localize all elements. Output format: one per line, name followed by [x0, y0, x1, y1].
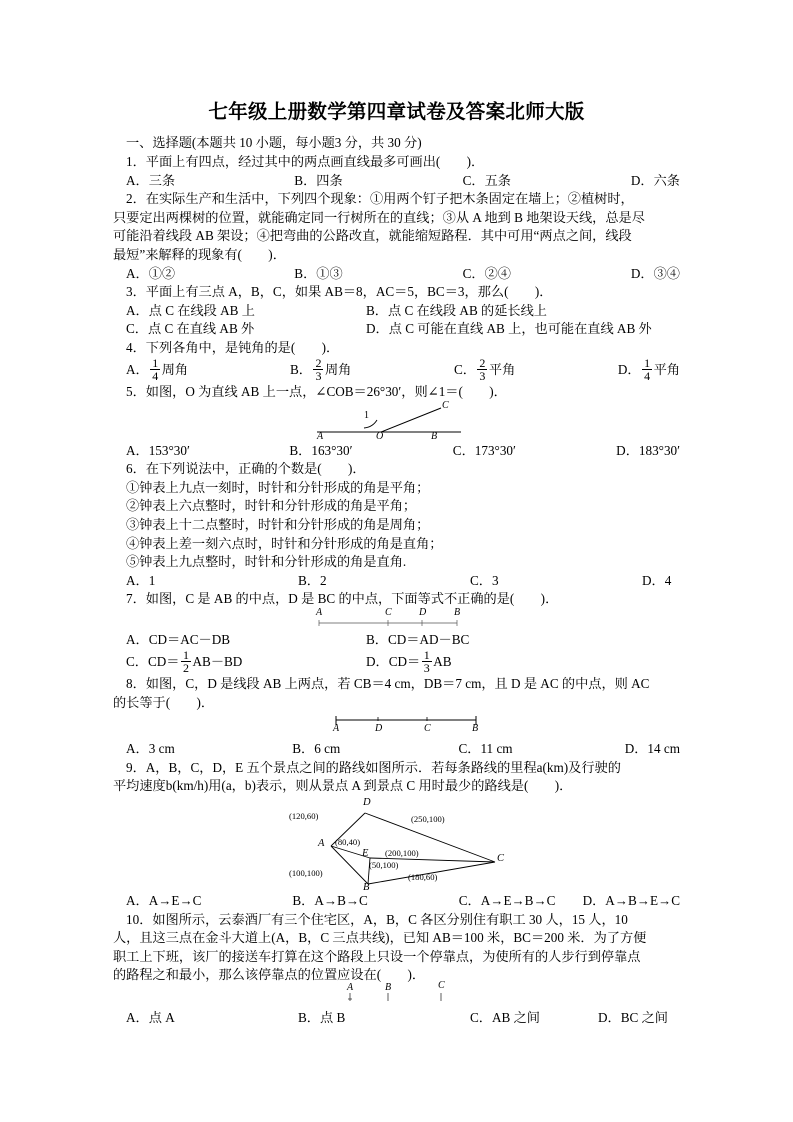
question-8-options — [113, 740, 680, 759]
option-4-c-suffix: 平角 — [488, 361, 516, 377]
question-5-figure — [309, 399, 484, 442]
option-6-a[interactable]: A．1 — [126, 572, 156, 588]
question-9-figure — [273, 796, 523, 892]
option-5-b[interactable]: B．163°30′ — [289, 442, 353, 458]
option-7-d-suffix: AB — [433, 653, 452, 669]
question-3-options-row2 — [113, 320, 680, 339]
option-4-b-prefix: B． — [289, 361, 312, 377]
option-10-b[interactable]: B．点 B — [298, 1009, 346, 1025]
figure-9-node-d: D — [363, 796, 371, 808]
question-8-text-line1: 8．如图，C，D 是线段 AB 上两点，若 CB＝4 cm，DB＝7 cm，且 D 是 AC 的中点，则 AC — [126, 675, 650, 691]
option-6-b[interactable]: B．2 — [298, 572, 327, 588]
page-title: 七年级上册数学第四章试卷及答案北师大版 — [208, 102, 585, 123]
option-7-c[interactable] — [126, 650, 366, 675]
option-2-a[interactable]: A．①② — [126, 265, 176, 281]
option-1-a[interactable]: A．三条 — [126, 172, 176, 188]
question-9-options — [113, 892, 680, 911]
option-4-d-fraction: $\frac{1}{4}$ — [644, 356, 651, 384]
figure-9-edge-eb-label: (50,100) — [369, 859, 399, 870]
question-7-figure — [309, 606, 489, 631]
question-2-text-line1: 2．在实际生产和生活中，下列四个现象：①用两个钉子把木条固定在墙上；②植树时， — [126, 191, 634, 207]
option-1-c[interactable]: C．五条 — [462, 172, 511, 188]
figure-9-edge-ec-label: (200,100) — [385, 847, 419, 858]
question-8-text-line2: 的长等于( )． — [113, 694, 215, 710]
question-7-options-row2 — [113, 650, 680, 675]
figure-8-label-c: C — [424, 723, 431, 735]
figure-8-label-a: A — [333, 723, 340, 735]
figure-5-label-b: B — [431, 430, 438, 442]
figure-10-label-b: B — [385, 981, 392, 993]
question-2-text-line3: 可能沿着线段 AB 架设；④把弯曲的公路改直，就能缩短路程．其中可用“两点之间，线段 — [113, 228, 632, 244]
option-5-c[interactable]: C．173°30′ — [452, 442, 516, 458]
option-7-a[interactable]: A．CD＝AC－DB — [126, 631, 231, 647]
option-3-a[interactable]: A．点 C 在线段 AB 上 — [126, 302, 255, 318]
figure-5-angle-label: 1 — [364, 409, 369, 421]
figure-7-label-b: B — [454, 606, 461, 618]
question-9-text-line2: 平均速度b(km/h)用(a，b)表示，则从景点 A 到景点 C 用时最少的路线是( )． — [113, 778, 573, 794]
figure-9-node-a: A — [318, 837, 325, 849]
option-5-a[interactable]: A．153°30′ — [126, 442, 190, 458]
option-4-b-fraction: $\frac{2}{3}$ — [315, 356, 322, 384]
figure-9-node-e: E — [362, 847, 369, 859]
option-3-d[interactable]: D．点 C 可能在直线 AB 上，也可能在直线 AB 外 — [366, 321, 652, 337]
option-7-d-fraction: $\frac{1}{3}$ — [423, 648, 430, 676]
option-2-c[interactable]: C．②④ — [462, 265, 511, 281]
option-7-c-prefix: C．CD＝ — [126, 653, 180, 669]
question-10-options — [113, 1009, 680, 1028]
option-4-b-suffix: 周角 — [324, 361, 352, 377]
option-7-c-suffix: AB－BD — [192, 653, 243, 669]
figure-10-label-a: A — [347, 981, 354, 993]
figure-8-label-b: B — [472, 723, 479, 735]
option-10-a[interactable]: A．点 A — [126, 1009, 175, 1025]
figure-9-edge-ad-label: (120,60) — [289, 810, 319, 821]
option-7-d[interactable] — [366, 650, 452, 675]
question-4-options — [113, 358, 680, 383]
figure-5-label-a: A — [317, 430, 324, 442]
figure-9-edge-bc-label: (180,60) — [408, 871, 438, 882]
option-3-b[interactable]: B．点 C 在线段 AB 的延长线上 — [366, 302, 547, 318]
option-4-a-prefix: A． — [126, 361, 149, 377]
question-2-text-line4: 最短”来解释的现象有( )． — [113, 246, 286, 262]
figure-9-node-c: C — [497, 852, 505, 864]
option-10-c[interactable]: C．AB 之间 — [470, 1009, 540, 1025]
option-2-d[interactable]: D．③④ — [630, 265, 680, 281]
option-8-c[interactable]: C．11 cm — [458, 741, 513, 757]
question-1-text: 1．平面上有四点，经过其中的两点画直线最多可画出( )． — [126, 153, 485, 169]
question-10-text-line4: 的路程之和最小，那么该停靠点的位置应设在( )． — [113, 967, 426, 983]
figure-9-edge-dc-label: (250,100) — [411, 813, 445, 824]
option-4-c-fraction: $\frac{2}{3}$ — [479, 356, 486, 384]
question-6-statement-3: ③钟表上十二点整时，时针和分针形成的角是周角； — [126, 516, 430, 532]
option-2-b[interactable]: B．①③ — [294, 265, 343, 281]
question-10-text-line1: 10．如图所示，云泰酒厂有三个住宅区，A，B，C 各区分别住有职工 30 人，15 人，10 — [126, 911, 628, 927]
option-7-d-prefix: D．CD＝ — [366, 653, 421, 669]
question-2-options — [113, 265, 680, 284]
question-6-options — [113, 572, 680, 591]
figure-8-label-d: D — [375, 723, 383, 735]
option-6-c[interactable]: C．3 — [470, 572, 499, 588]
question-6-statement-1: ①钟表上九点一刻时，时针和分针形成的角是平角； — [126, 479, 430, 495]
question-10-text-line2: 人，且这三点在金斗大道上(A，B，C 三点共线)，已知 AB＝100 米，BC＝200 米．为了方便 — [113, 930, 647, 946]
option-7-c-fraction: $\frac{1}{2}$ — [183, 648, 189, 676]
question-7-options-row1 — [113, 631, 680, 650]
option-5-d[interactable]: D．183°30′ — [616, 442, 681, 458]
option-1-b[interactable]: B．四条 — [294, 172, 343, 188]
question-6-statement-2: ②钟表上六点整时，时针和分针形成的角是平角； — [126, 498, 417, 514]
figure-7-label-a: A — [316, 606, 323, 618]
option-9-b[interactable]: B．A→B→C — [292, 892, 368, 908]
question-5-text: 5．如图，O 为直线 AB 上一点，∠COB＝26°30′，则∠1＝( )． — [126, 383, 507, 399]
figure-9-node-b: B — [363, 881, 370, 893]
option-1-d[interactable]: D．六条 — [630, 172, 680, 188]
question-5-options — [113, 442, 680, 461]
option-4-d-prefix: D． — [617, 361, 641, 377]
option-8-d[interactable]: D．14 cm — [624, 741, 681, 757]
option-4-b[interactable] — [290, 358, 454, 383]
question-3-options-row1 — [113, 302, 680, 321]
option-4-a[interactable] — [126, 358, 290, 383]
option-9-a[interactable]: A．A→E→C — [126, 892, 202, 908]
option-8-a[interactable]: A．3 cm — [126, 741, 175, 757]
question-6-statement-5: ⑤钟表上九点整时，时针和分针形成的角是直角. — [126, 554, 407, 570]
question-9-text-line1: 9．A，B，C，D，E 五个景点之间的路线如图所示．若每条路线的里程a(km)及行驶的 — [126, 759, 621, 775]
option-9-d[interactable]: D．A→B→E→C — [582, 892, 681, 908]
option-4-d[interactable] — [618, 358, 680, 383]
section-header: 一、选择题(本题共 10 小题，每小题3 分，共 30 分) — [126, 135, 422, 151]
figure-5-label-c: C — [442, 399, 449, 411]
question-6-statement-4: ④钟表上差一刻六点时，时针和分针形成的角是直角； — [126, 535, 443, 551]
option-4-a-fraction: $\frac{1}{4}$ — [152, 356, 159, 384]
figure-9-edge-ab-label: (100,100) — [289, 867, 323, 878]
figure-5-label-o: O — [376, 430, 384, 442]
option-9-c[interactable]: C．A→E→B→C — [458, 892, 556, 908]
question-6-text: 6．在下列说法中，正确的个数是( )． — [126, 461, 366, 477]
option-4-a-suffix: 周角 — [161, 361, 189, 377]
option-10-d[interactable]: D．BC 之间 — [598, 1009, 668, 1025]
option-7-b[interactable]: B．CD＝AD－BC — [366, 631, 470, 647]
figure-9-edge-ae-label: (80,40) — [335, 836, 361, 847]
figure-10-label-c: C — [438, 979, 445, 991]
figure-7-label-c: C — [385, 606, 392, 618]
question-2-text-line2: 只要定出两棵树的位置，就能确定同一行树所在的直线；③从 A 地到 B 地架设天线，总是尽 — [113, 209, 645, 225]
option-4-c[interactable] — [454, 358, 618, 383]
question-7-text: 7．如图，C 是 AB 的中点，D 是 BC 的中点，下面等式不正确的是( )． — [126, 591, 559, 607]
question-1-options — [113, 172, 680, 191]
option-8-b[interactable]: B．6 cm — [292, 741, 341, 757]
figure-7-label-d: D — [419, 606, 427, 618]
question-3-text: 3．平面上有三点 A，B，C，如果 AB＝8，AC＝5，BC＝3，那么( )． — [126, 284, 553, 300]
question-4-text: 4．下列各角中，是钝角的是( )． — [126, 339, 340, 355]
option-3-c[interactable]: C．点 C 在直线 AB 外 — [126, 321, 255, 337]
option-6-d[interactable]: D．4 — [642, 572, 672, 588]
question-10-figure — [328, 979, 478, 1009]
option-4-d-suffix: 平角 — [653, 361, 680, 377]
option-4-c-prefix: C． — [453, 361, 476, 377]
question-10-text-line3: 职工上下班，该厂的接送车打算在这个路段上只设一个停靠点，为使所有的人步行到停靠点 — [113, 948, 641, 964]
exam-body — [0, 134, 793, 1027]
question-8-figure — [328, 712, 483, 740]
